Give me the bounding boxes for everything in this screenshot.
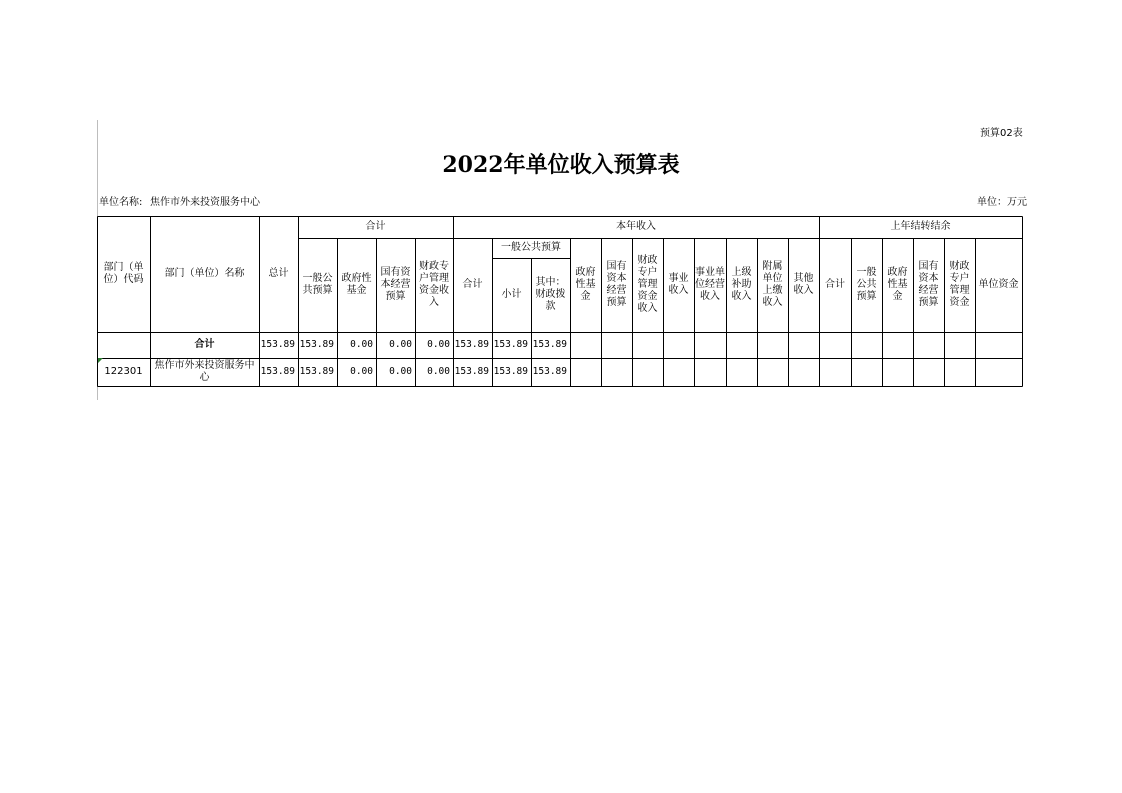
header-total-col: 国有资本经营预算 [380,267,411,302]
row-empty-cell [944,332,975,358]
header-total: 总计 [268,268,289,279]
row-empty-cell [601,358,632,386]
row-value: 0.00 [389,366,412,377]
row-empty-cell [726,358,757,386]
header-current-total: 合计 [462,279,483,290]
header-group-current: 本年收入 [616,221,656,232]
row-value: 0.00 [427,366,450,377]
page-title: 2022年单位收入预算表 [442,152,680,178]
row-empty-cell [601,332,632,358]
row-empty-cell [975,332,1022,358]
money-unit: 单位：万元 [977,197,1027,208]
row-empty-cell [819,332,851,358]
row-empty-cell [788,358,819,386]
row-value: 153.89 [532,366,567,377]
row-empty-cell [694,332,726,358]
header-total-col: 一般公共预算 [302,273,333,296]
header-current-col: 国有资本经营预算 [606,261,627,308]
header-dept-name: 部门（单位）名称 [164,268,245,279]
row-empty-cell [632,358,663,386]
row-empty-cell [663,358,694,386]
row-empty-cell [757,332,788,358]
header-total-col: 政府性基金 [341,273,372,296]
row-empty-cell [882,332,913,358]
row-value: 153.89 [493,339,528,350]
row-empty-cell [882,358,913,386]
row-dept-code: 122301 [104,366,143,377]
row-value: 153.89 [260,366,295,377]
header-general-subtotal: 小计 [501,289,522,300]
row-value: 153.89 [532,339,567,350]
row-dept-name: 焦作市外来投资服务中心 [154,360,255,383]
header-prev-col: 单位资金 [978,279,1019,290]
row-empty-cell [788,332,819,358]
header-prev-col: 合计 [825,279,845,290]
header-current-col: 其他收入 [793,273,814,296]
header-current-col: 上级补助收入 [731,267,752,302]
row-empty-cell [570,358,601,386]
row-empty-cell [632,332,663,358]
row-value: 153.89 [454,339,489,350]
row-empty-cell [570,332,601,358]
row-empty-cell [851,332,882,358]
row-empty-cell [663,332,694,358]
unit-name-label: 单位名称: [99,197,143,208]
header-group-prev: 上年结转结余 [890,221,951,232]
header-current-col: 财政专户管理资金收入 [637,255,658,314]
header-prev-col: 财政专户管理资金 [949,261,970,308]
row-empty-cell [851,358,882,386]
row-empty-cell [944,358,975,386]
row-value: 153.89 [299,366,334,377]
row-empty-cell [913,332,944,358]
row-value: 153.89 [260,339,295,350]
form-number: 预算02表 [980,128,1023,139]
row-empty-cell [975,358,1022,386]
row-empty-cell [913,358,944,386]
row-value: 153.89 [454,366,489,377]
row-empty-cell [819,358,851,386]
header-current-col: 附属单位上缴收入 [762,261,783,308]
header-prev-col: 国有资本经营预算 [918,261,939,308]
row-value: 0.00 [350,339,373,350]
row-empty-cell [757,358,788,386]
row-empty-cell [726,332,757,358]
header-current-col: 事业单位经营收入 [695,267,725,302]
header-general-budget: 一般公共预算 [501,242,561,253]
header-dept-code: 部门（单位）代码 [103,262,144,285]
header-current-col: 政府性基金 [575,267,596,302]
row-empty-cell [694,358,726,386]
row-value: 0.00 [350,366,373,377]
row-value: 153.89 [493,366,528,377]
header-current-col: 事业收入 [668,273,689,296]
unit-name-value: 焦作市外来投资服务中心 [150,197,260,208]
row-value: 0.00 [427,339,450,350]
header-prev-col: 一般公共预算 [856,267,877,302]
header-general-fiscal: 其中：财政拨款 [535,277,566,312]
header-total-col: 财政专户管理资金收入 [419,261,449,308]
header-prev-col: 政府性基金 [887,267,908,302]
row-dept-code [97,332,150,358]
row-value: 153.89 [299,339,334,350]
row-dept-name: 合计 [194,339,215,350]
header-group-total: 合计 [365,221,386,232]
cell-marker-icon [98,358,103,363]
row-value: 0.00 [389,339,412,350]
